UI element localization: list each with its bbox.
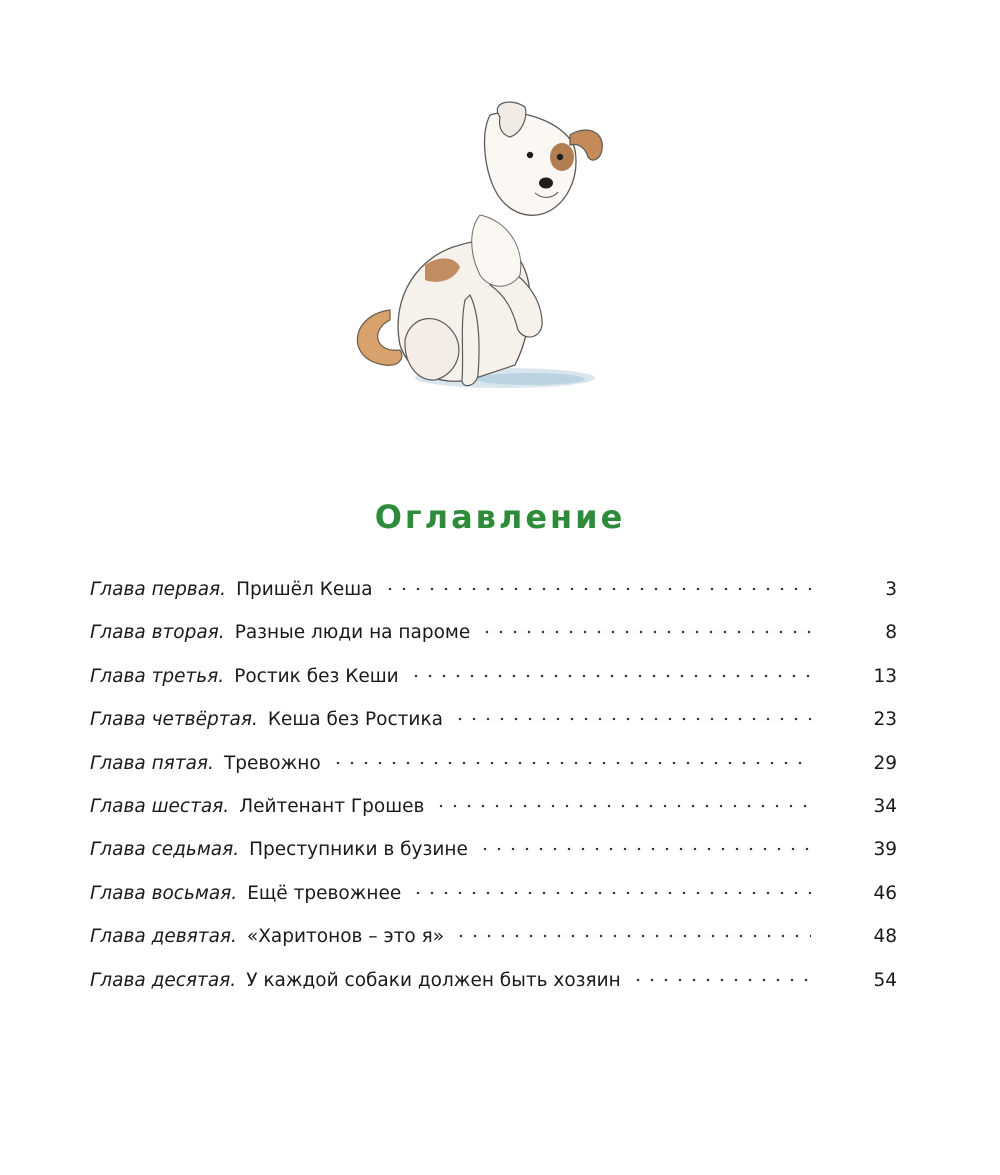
- dot-leader: [631, 978, 811, 982]
- chapter-label: Глава девятая.: [90, 926, 237, 948]
- toc-entry[interactable]: [90, 966, 897, 1009]
- toc-entry[interactable]: [90, 662, 897, 705]
- chapter-title: Пришёл Кеша: [236, 579, 373, 600]
- chapter-title: Ростик без Кеши: [234, 665, 399, 687]
- dot-leader: [454, 934, 811, 938]
- page-number: 8: [885, 622, 897, 644]
- toc-entry[interactable]: [90, 618, 897, 661]
- chapter-title: Ещё тревожнее: [247, 882, 402, 904]
- chapter-title: Преступники в бузине: [249, 839, 468, 861]
- chapter-label: Глава пятая.: [90, 752, 214, 774]
- toc-entry[interactable]: [90, 749, 897, 792]
- page-number: 23: [873, 709, 897, 731]
- chapter-title: Кеша без Ростика: [267, 709, 443, 731]
- dot-leader: [453, 717, 811, 721]
- toc-entry[interactable]: [90, 922, 897, 965]
- dot-leader: [434, 804, 811, 808]
- chapter-title: Разные люди на пароме: [234, 622, 471, 644]
- toc-entry[interactable]: [90, 705, 897, 748]
- toc-entry[interactable]: [90, 575, 897, 618]
- dot-leader: [383, 587, 811, 591]
- chapter-label: Глава шестая.: [90, 795, 230, 817]
- dot-leader: [411, 891, 811, 895]
- toc-list: [90, 575, 897, 1009]
- page-number: 54: [873, 969, 897, 991]
- toc-title: Оглавление: [374, 498, 626, 536]
- chapter-title: Лейтенант Грошев: [239, 795, 425, 817]
- dot-leader: [478, 847, 811, 851]
- page-number: 3: [885, 579, 897, 600]
- chapter-label: Глава десятая.: [90, 969, 237, 991]
- dog-illustration: [330, 95, 630, 415]
- toc-entry[interactable]: [90, 835, 897, 878]
- page-number: 46: [873, 882, 897, 904]
- page-number: 13: [873, 665, 897, 687]
- toc-entry[interactable]: [90, 792, 897, 835]
- page-number: 34: [873, 795, 897, 817]
- chapter-label: Глава восьмая.: [90, 882, 238, 904]
- chapter-title: «Харитонов – это я»: [246, 926, 445, 948]
- chapter-title: У каждой собаки должен быть хозяин: [246, 969, 621, 991]
- chapter-label: Глава первая.: [90, 579, 227, 600]
- chapter-label: Глава седьмая.: [90, 839, 240, 861]
- page-number: 39: [873, 839, 897, 861]
- page-number: 48: [873, 926, 897, 948]
- chapter-label: Глава третья.: [90, 665, 225, 687]
- dot-leader: [331, 761, 811, 765]
- chapter-title: Тревожно: [223, 752, 321, 774]
- dot-leader: [409, 674, 811, 678]
- page-number: 29: [873, 752, 897, 774]
- chapter-label: Глава вторая.: [90, 622, 225, 644]
- toc-entry[interactable]: [90, 879, 897, 922]
- chapter-label: Глава четвёртая.: [90, 709, 258, 731]
- dot-leader: [480, 630, 811, 634]
